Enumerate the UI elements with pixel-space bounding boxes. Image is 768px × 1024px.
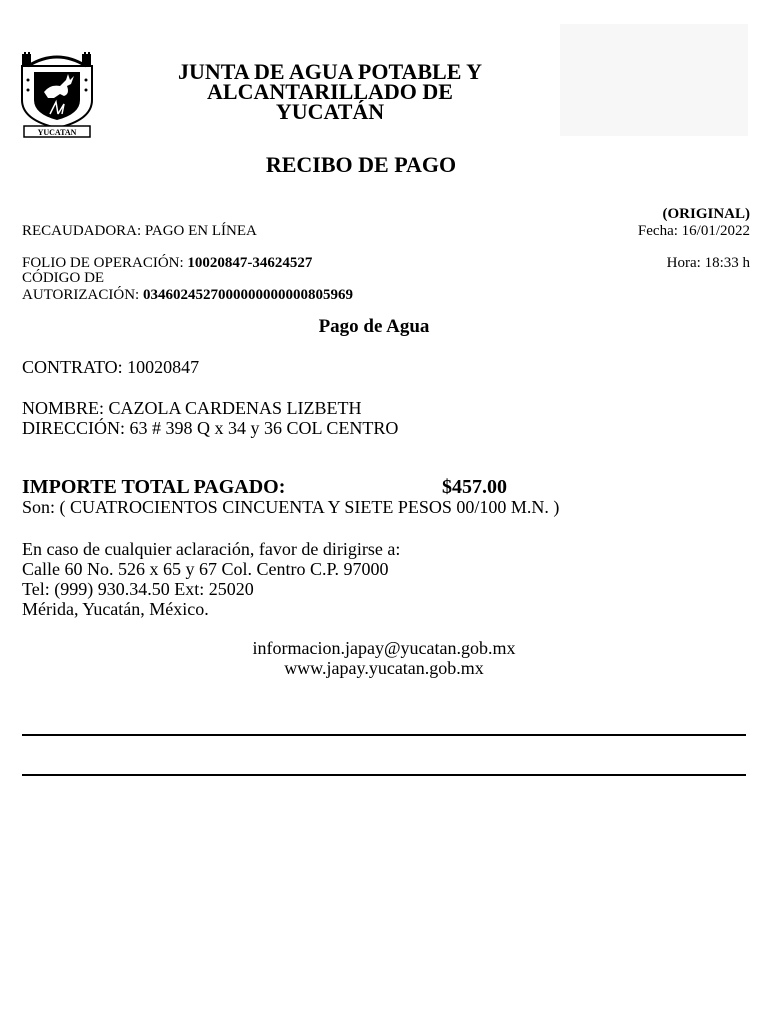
- website-link[interactable]: www.japay.yucatan.gob.mx: [284, 658, 484, 678]
- coat-of-arms-icon: [20, 50, 94, 140]
- contact-intro: En caso de cualquier aclaración, favor de dirigirse a:: [22, 539, 401, 559]
- payment-time: Hora: 18:33 h: [666, 255, 750, 271]
- folio-value: 10020847-34624527: [187, 255, 313, 271]
- org-name-line-1: JUNTA DE AGUA POTABLE Y: [178, 59, 482, 84]
- contact-email[interactable]: informacion.japay@yucatan.gob.mx: [252, 638, 516, 658]
- yucatan-seal-logo: [20, 50, 94, 140]
- customer-name: NOMBRE: CAZOLA CARDENAS LIZBETH: [22, 398, 362, 418]
- codigo-label-line-2: AUTORIZACIÓN:: [22, 287, 140, 303]
- total-amount: $457.00: [442, 476, 507, 498]
- contract-number: CONTRATO: 10020847: [22, 357, 200, 377]
- divider-line-2: [22, 774, 746, 776]
- seal-banner-text: YUCATAN: [37, 128, 77, 137]
- receipt-title: RECIBO DE PAGO: [265, 152, 457, 177]
- recaudadora: RECAUDADORA: PAGO EN LÍNEA: [22, 223, 257, 239]
- payment-date: Fecha: 16/01/2022: [637, 223, 750, 239]
- folio-label: FOLIO DE OPERACIÓN:: [22, 255, 184, 271]
- contact-address: Calle 60 No. 526 x 65 y 67 Col. Centro C.P. 97000: [22, 559, 389, 579]
- section-title: Pago de Agua: [318, 316, 430, 337]
- codigo-value: 0346024527000000000000805969: [142, 287, 353, 303]
- customer-address: DIRECCIÓN: 63 # 398 Q x 34 y 36 COL CENTRO: [22, 418, 399, 438]
- org-name-line-3: YUCATÁN: [275, 99, 385, 124]
- total-label: IMPORTE TOTAL PAGADO:: [22, 476, 286, 498]
- divider-line-1: [22, 734, 746, 736]
- organization-name: [130, 59, 530, 124]
- copy-label: (ORIGINAL): [662, 206, 750, 222]
- header-shade: [560, 24, 748, 136]
- total-in-words: Son: ( CUATROCIENTOS CINCUENTA Y SIETE PESOS 00/100 M.N. ): [22, 497, 560, 517]
- org-name-line-2: ALCANTARILLADO DE: [207, 79, 453, 104]
- codigo-autorizacion: [22, 288, 353, 303]
- contact-phone: Tel: (999) 930.34.50 Ext: 25020: [22, 579, 254, 599]
- codigo-label-line-1: CÓDIGO DE: [22, 270, 105, 286]
- folio-operacion: [22, 256, 312, 271]
- contact-city: Mérida, Yucatán, México.: [22, 599, 209, 619]
